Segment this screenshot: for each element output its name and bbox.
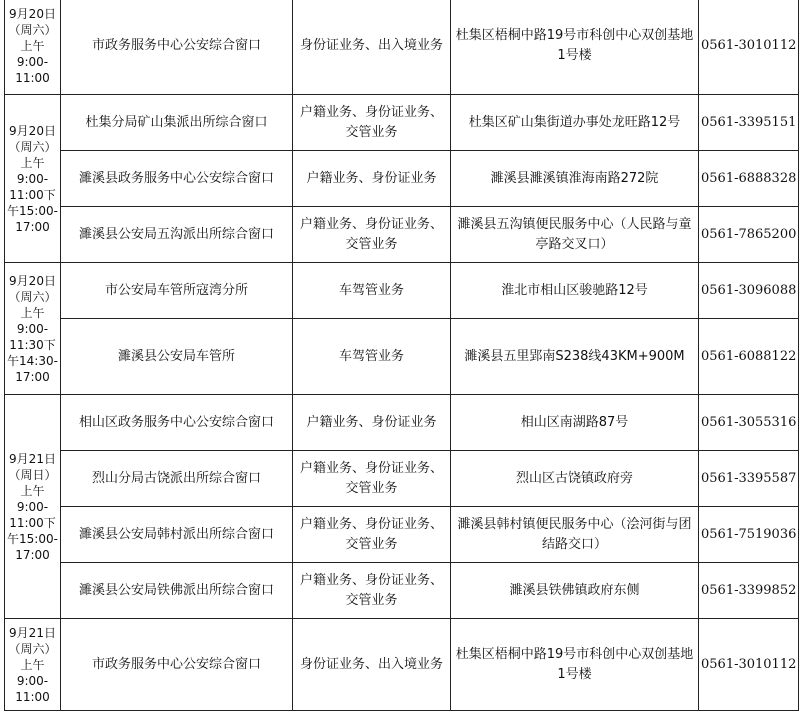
business-cell: 户籍业务、身份证业务、交管业务 <box>293 95 451 151</box>
table-row <box>5 619 799 711</box>
time-cell: 9月21日 （周日） 上午 9:00- 11:00下 午15:00- 17:00 <box>5 395 61 619</box>
business-cell: 户籍业务、身份证业务 <box>293 151 451 207</box>
business-cell: 车驾管业务 <box>293 263 451 319</box>
table-row <box>5 263 799 319</box>
time-cell: 9月20日 （周六） 上午 9:00- 11:30下 午14:30- 17:00 <box>5 263 61 395</box>
phone-cell: 0561-3055316 <box>699 395 799 451</box>
address-cell: 濉溪县铁佛镇政府东侧 <box>451 563 699 619</box>
table-row <box>5 507 799 563</box>
phone-cell: 0561-6888328 <box>699 151 799 207</box>
place-cell: 市政务服务中心公安综合窗口 <box>61 0 293 95</box>
address-cell: 淮北市相山区骏驰路12号 <box>451 263 699 319</box>
time-cell: 9月20日 （周六） 上午 9:00- 11:00 <box>5 0 61 95</box>
business-cell: 户籍业务、身份证业务 <box>293 395 451 451</box>
phone-cell: 0561-7519036 <box>699 507 799 563</box>
address-cell: 烈山区古饶镇政府旁 <box>451 451 699 507</box>
phone-cell: 0561-3399852 <box>699 563 799 619</box>
phone-cell: 0561-3395587 <box>699 451 799 507</box>
table-row <box>5 395 799 451</box>
address-cell: 杜集区梧桐中路19号市科创中心双创基地1号楼 <box>451 619 699 711</box>
place-cell: 杜集分局矿山集派出所综合窗口 <box>61 95 293 151</box>
phone-cell: 0561-7865200 <box>699 207 799 263</box>
address-cell: 杜集区梧桐中路19号市科创中心双创基地1号楼 <box>451 0 699 95</box>
phone-cell: 0561-3395151 <box>699 95 799 151</box>
table-row <box>5 95 799 151</box>
table-row <box>5 207 799 263</box>
address-cell: 相山区南湖路87号 <box>451 395 699 451</box>
time-cell: 9月20日 （周六） 上午 9:00- 11:00下 午15:00- 17:00 <box>5 95 61 263</box>
phone-cell: 0561-3010112 <box>699 0 799 95</box>
business-cell: 户籍业务、身份证业务、交管业务 <box>293 451 451 507</box>
place-cell: 濉溪县公安局车管所 <box>61 319 293 395</box>
table-row <box>5 151 799 207</box>
address-cell: 杜集区矿山集街道办事处龙旺路12号 <box>451 95 699 151</box>
service-schedule-table <box>4 0 799 711</box>
place-cell: 烈山分局古饶派出所综合窗口 <box>61 451 293 507</box>
table-row <box>5 563 799 619</box>
address-cell: 濉溪县五沟镇便民服务中心（人民路与童亭路交叉口） <box>451 207 699 263</box>
table-row <box>5 451 799 507</box>
place-cell: 市政务服务中心公安综合窗口 <box>61 619 293 711</box>
place-cell: 市公安局车管所寇湾分所 <box>61 263 293 319</box>
business-cell: 车驾管业务 <box>293 319 451 395</box>
place-cell: 濉溪县公安局韩村派出所综合窗口 <box>61 507 293 563</box>
place-cell: 濉溪县公安局铁佛派出所综合窗口 <box>61 563 293 619</box>
phone-cell: 0561-6088122 <box>699 319 799 395</box>
address-cell: 濉溪县五里郢南S238线43KM+900M <box>451 319 699 395</box>
place-cell: 濉溪县政务服务中心公安综合窗口 <box>61 151 293 207</box>
time-cell: 9月21日 （周六） 上午 9:00- 11:00 <box>5 619 61 711</box>
business-cell: 身份证业务、出入境业务 <box>293 0 451 95</box>
business-cell: 户籍业务、身份证业务、交管业务 <box>293 507 451 563</box>
address-cell: 濉溪县韩村镇便民服务中心（浍河街与团结路交口） <box>451 507 699 563</box>
business-cell: 户籍业务、身份证业务、交管业务 <box>293 563 451 619</box>
place-cell: 濉溪县公安局五沟派出所综合窗口 <box>61 207 293 263</box>
business-cell: 户籍业务、身份证业务、交管业务 <box>293 207 451 263</box>
address-cell: 濉溪县濉溪镇淮海南路272院 <box>451 151 699 207</box>
table-row <box>5 0 799 95</box>
table-row <box>5 319 799 395</box>
phone-cell: 0561-3010112 <box>699 619 799 711</box>
business-cell: 身份证业务、出入境业务 <box>293 619 451 711</box>
phone-cell: 0561-3096088 <box>699 263 799 319</box>
place-cell: 相山区政务服务中心公安综合窗口 <box>61 395 293 451</box>
